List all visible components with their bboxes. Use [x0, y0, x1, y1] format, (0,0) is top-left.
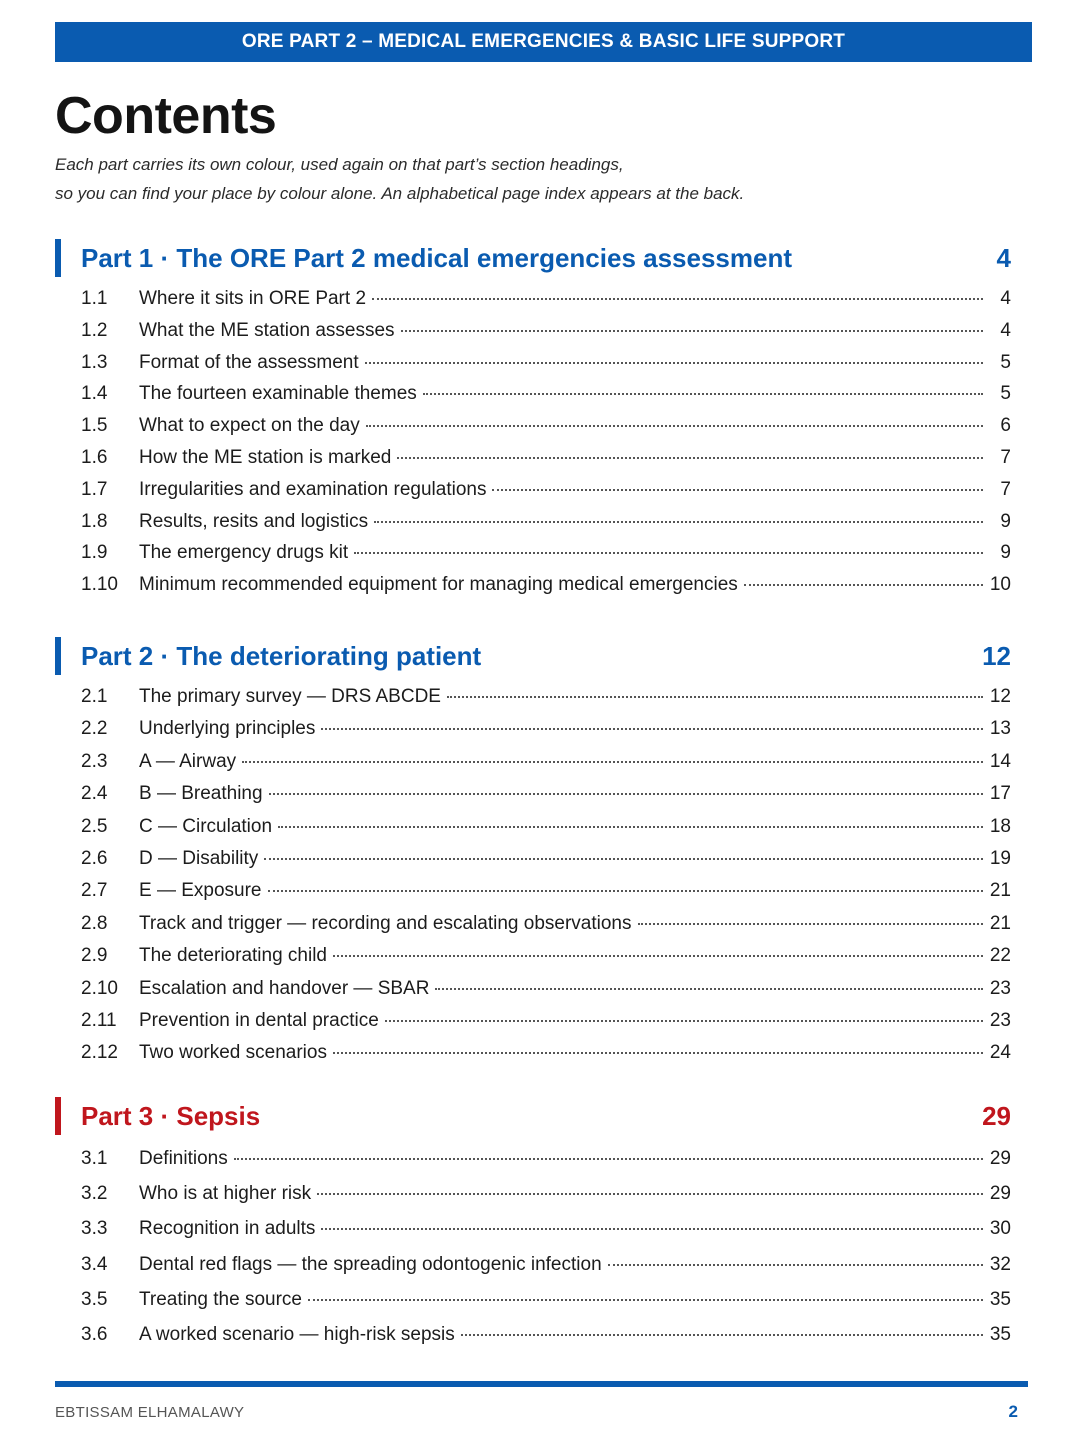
entry-number: 1.8: [81, 510, 108, 532]
entry-page-number: 5: [1000, 351, 1011, 373]
dot-leader: [461, 1334, 983, 1336]
part-1-section: [55, 237, 1011, 601]
dot-leader: [234, 1158, 983, 1160]
entry-page-number: 13: [989, 718, 1011, 740]
part-color-bar: [55, 239, 61, 277]
entry-number: 1.10: [81, 574, 118, 596]
dot-leader: [374, 521, 983, 523]
toc-entry[interactable]: [55, 347, 1011, 379]
intro-text: [55, 150, 744, 208]
entry-page-number: 7: [1000, 478, 1011, 500]
part-3-section: [55, 1095, 1011, 1352]
dot-leader: [269, 793, 983, 795]
entry-number: 3.6: [81, 1323, 108, 1345]
dot-leader: [242, 761, 983, 763]
entry-title: Who is at higher risk: [139, 1183, 312, 1205]
entry-number: 3.3: [81, 1218, 108, 1240]
entry-page-number: 5: [1000, 383, 1011, 405]
dot-leader: [278, 826, 983, 828]
entry-page-number: 29: [989, 1148, 1011, 1169]
entry-page-number: 6: [1000, 415, 1011, 437]
dot-leader: [492, 489, 983, 491]
entry-number: 1.6: [81, 446, 108, 468]
dot-leader: [268, 890, 984, 892]
dot-leader: [397, 457, 983, 459]
entry-number: 1.4: [81, 383, 108, 405]
entry-title: The fourteen examinable themes: [139, 383, 417, 405]
part-heading[interactable]: [55, 635, 1011, 677]
toc-entry[interactable]: [55, 778, 1011, 810]
part-page-number: 29: [982, 1100, 1011, 1131]
dot-leader: [385, 1020, 983, 1022]
entry-title: E — Exposure: [139, 880, 262, 902]
dot-leader: [608, 1264, 983, 1266]
toc-entry[interactable]: [55, 1282, 1011, 1317]
entry-title: C — Circulation: [139, 815, 273, 837]
dot-leader: [744, 584, 983, 586]
toc-entry[interactable]: [55, 378, 1011, 410]
entry-title: Format of the assessment: [139, 351, 359, 373]
entry-number: 3.5: [81, 1288, 108, 1310]
entry-number: 1.7: [81, 478, 108, 500]
header-banner: ORE PART 2 – MEDICAL EMERGENCIES & BASIC LIFE SUPPORT: [55, 22, 1032, 62]
entry-number: 1.9: [81, 542, 108, 564]
dot-leader: [423, 393, 983, 395]
entry-page-number: 12: [989, 686, 1011, 707]
entry-page-number: 21: [989, 880, 1011, 902]
entry-number: 2.7: [81, 880, 108, 902]
intro-line: so you can find your place by colour alone. An alphabetical page index appears at the back.: [55, 184, 745, 203]
entry-page-number: 4: [1000, 288, 1011, 309]
toc-entry[interactable]: [55, 973, 1011, 1005]
entry-title: What to expect on the day: [139, 415, 360, 437]
entry-list: [55, 681, 1011, 1070]
entry-page-number: 23: [989, 1009, 1011, 1031]
part-color-bar: [55, 1097, 61, 1135]
entry-page-number: 35: [989, 1288, 1011, 1310]
toc-entry[interactable]: [55, 908, 1011, 940]
entry-number: 3.2: [81, 1183, 108, 1205]
entry-number: 2.9: [81, 945, 108, 967]
entry-page-number: 30: [989, 1218, 1011, 1240]
footer-page-number: 2: [1008, 1402, 1018, 1421]
entry-title: Results, resits and logistics: [139, 510, 369, 532]
entry-number: 3.1: [81, 1148, 108, 1169]
footer-rule: [55, 1381, 1028, 1387]
entry-title: Prevention in dental practice: [139, 1009, 379, 1031]
intro-line: Each part carries its own colour, used again on that part’s section headings,: [55, 155, 624, 174]
entry-title: The emergency drugs kit: [139, 542, 349, 564]
dot-leader: [401, 330, 983, 332]
entry-number: 3.4: [81, 1253, 108, 1275]
entry-page-number: 21: [989, 912, 1011, 934]
entry-title: Underlying principles: [139, 718, 316, 740]
entry-number: 2.8: [81, 912, 108, 934]
entry-page-number: 19: [989, 847, 1011, 869]
part-heading[interactable]: [55, 237, 1011, 279]
dot-leader: [264, 858, 983, 860]
toc-entry[interactable]: [55, 1005, 1011, 1037]
dot-leader: [435, 988, 983, 990]
toc-entry[interactable]: [55, 474, 1011, 506]
entry-title: Dental red flags — the spreading odontogenic infection: [139, 1253, 602, 1275]
entry-number: 1.2: [81, 319, 108, 341]
entry-number: 2.11: [81, 1009, 117, 1031]
entry-page-number: 9: [1000, 542, 1011, 564]
entry-title: Recognition in adults: [139, 1218, 316, 1240]
entry-page-number: 18: [989, 815, 1011, 837]
part-title: Part 2 · The deteriorating patient: [81, 640, 482, 671]
entry-number: 1.1: [81, 288, 108, 309]
dot-leader: [333, 1052, 983, 1054]
part-page-number: 12: [982, 640, 1011, 671]
entry-page-number: 7: [1000, 446, 1011, 468]
entry-page-number: 32: [989, 1253, 1011, 1275]
toc-entry[interactable]: [55, 746, 1011, 778]
toc-entry[interactable]: [55, 315, 1011, 347]
toc-entry[interactable]: [55, 1037, 1011, 1069]
entry-title: Minimum recommended equipment for managing medical emergencies: [139, 574, 738, 596]
entry-number: 2.3: [81, 750, 108, 772]
entry-title: Treating the source: [139, 1288, 302, 1310]
dot-leader: [365, 362, 983, 364]
toc-entry[interactable]: [55, 681, 1011, 713]
toc-entry[interactable]: [55, 940, 1011, 972]
entry-title: Two worked scenarios: [139, 1042, 327, 1064]
entry-title: Where it sits in ORE Part 2: [139, 288, 367, 309]
toc-entry[interactable]: [55, 875, 1011, 907]
entry-page-number: 35: [989, 1323, 1011, 1345]
entry-title: D — Disability: [139, 847, 259, 869]
part-color-bar: [55, 637, 61, 675]
toc-entry[interactable]: [55, 1141, 1011, 1176]
footer-author: EBTISSAM ELHAMALAWY: [55, 1404, 245, 1421]
entry-title: The primary survey — DRS ABCDE: [139, 686, 441, 707]
toc-entry[interactable]: [55, 569, 1011, 601]
entry-title: Track and trigger — recording and escalating observations: [139, 912, 632, 934]
part-page-number: 4: [996, 242, 1011, 273]
toc-entry[interactable]: [55, 410, 1011, 442]
entry-number: 2.6: [81, 847, 108, 869]
toc-entry[interactable]: [55, 442, 1011, 474]
entry-number: 2.10: [81, 977, 118, 999]
dot-leader: [447, 696, 983, 698]
entry-number: 2.5: [81, 815, 108, 837]
entry-number: 1.3: [81, 351, 108, 373]
entry-title: Escalation and handover — SBAR: [139, 977, 430, 999]
dot-leader: [354, 552, 983, 554]
toc-entry[interactable]: [55, 537, 1011, 569]
entry-title: How the ME station is marked: [139, 446, 392, 468]
entry-page-number: 22: [989, 945, 1011, 967]
part-title: Part 1 · The ORE Part 2 medical emergencies assessment: [81, 242, 793, 273]
page-title: Contents: [55, 87, 277, 145]
entry-title: B — Breathing: [139, 783, 263, 805]
entry-title: What the ME station assesses: [139, 319, 395, 341]
entry-number: 2.2: [81, 718, 108, 740]
dot-leader: [308, 1299, 983, 1301]
entry-number: 1.5: [81, 415, 108, 437]
dot-leader: [366, 425, 983, 427]
entry-list: [55, 1141, 1011, 1352]
toc-entry[interactable]: [55, 1247, 1011, 1282]
entry-page-number: 4: [1000, 319, 1011, 341]
dot-leader: [317, 1193, 983, 1195]
toc-entry[interactable]: [55, 283, 1011, 315]
entry-list: [55, 283, 1011, 601]
dot-leader: [333, 955, 983, 957]
part-title: Part 3 · Sepsis: [81, 1100, 261, 1131]
toc-entry[interactable]: [55, 1317, 1011, 1352]
entry-title: The deteriorating child: [139, 945, 327, 967]
toc-entry[interactable]: [55, 1176, 1011, 1211]
toc-entry[interactable]: [55, 506, 1011, 538]
entry-page-number: 9: [1000, 510, 1011, 532]
entry-title: Definitions: [139, 1148, 228, 1169]
entry-number: 2.12: [81, 1042, 118, 1064]
entry-page-number: 24: [989, 1042, 1011, 1064]
entry-page-number: 29: [989, 1183, 1011, 1205]
entry-title: A — Airway: [139, 750, 237, 772]
entry-number: 2.1: [81, 686, 108, 707]
dot-leader: [372, 298, 983, 300]
toc-entry[interactable]: [55, 713, 1011, 745]
entry-page-number: 23: [989, 977, 1011, 999]
toc-entry[interactable]: [55, 1211, 1011, 1246]
entry-page-number: 14: [989, 750, 1011, 772]
entry-page-number: 10: [989, 574, 1011, 596]
entry-page-number: 17: [989, 783, 1011, 805]
entry-title: A worked scenario — high-risk sepsis: [139, 1323, 455, 1345]
entry-number: 2.4: [81, 783, 108, 805]
part-2-section: [55, 635, 1011, 1070]
dot-leader: [321, 728, 983, 730]
entry-title: Irregularities and examination regulations: [139, 478, 487, 500]
dot-leader: [321, 1228, 983, 1230]
toc-entry[interactable]: [55, 811, 1011, 843]
part-heading[interactable]: [55, 1095, 1011, 1137]
dot-leader: [638, 923, 984, 925]
toc-entry[interactable]: [55, 843, 1011, 875]
